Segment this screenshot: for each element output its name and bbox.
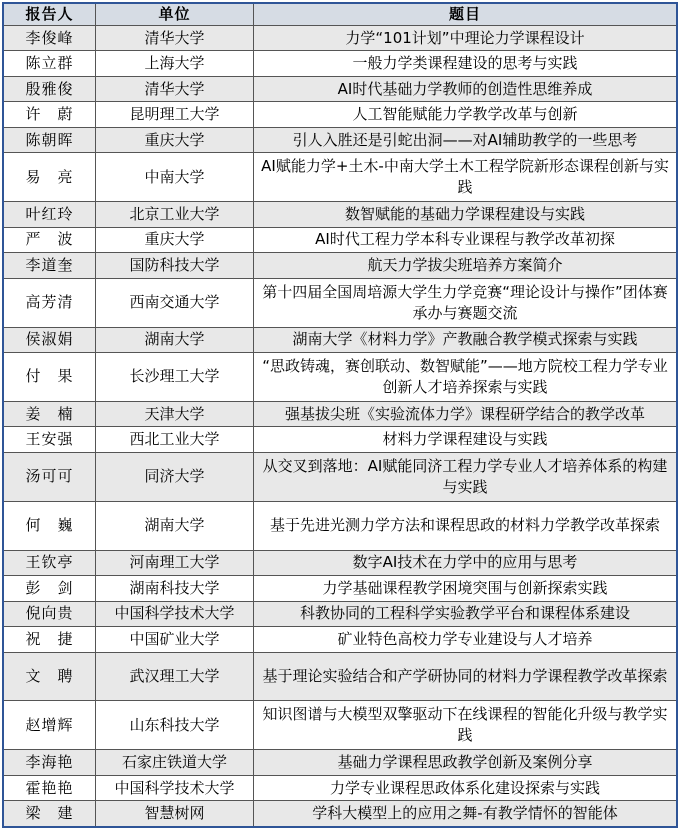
institution-cell: 河南理工大学	[96, 550, 254, 575]
topic-cell: 力学专业课程思政体系化建设探索与实践	[254, 775, 677, 800]
topic-cell: 基于理论实验结合和产学研协同的材料力学课程教学改革探索	[254, 652, 677, 701]
speaker-cell: 易 亮	[4, 153, 96, 202]
table-row	[4, 627, 677, 652]
speaker-cell: 侯淑娟	[4, 327, 96, 352]
speaker-cell: 姜 楠	[4, 401, 96, 426]
topic-cell: 基于先进光测力学方法和课程思政的材料力学教学改革探索	[254, 501, 677, 550]
speaker-cell: 付 果	[4, 353, 96, 402]
institution-cell: 智慧树网	[96, 801, 254, 827]
institution-cell: 山东科技大学	[96, 701, 254, 750]
topic-cell: 从交叉到落地：AI赋能同济工程力学专业人才培养体系的构建与实践	[254, 452, 677, 501]
speaker-cell: 倪向贵	[4, 601, 96, 626]
topic-cell: 学科大模型上的应用之舞-有教学情怀的智能体	[254, 801, 677, 827]
table-row	[4, 775, 677, 800]
table-row	[4, 401, 677, 426]
topic-cell: 科教协同的工程科学实验教学平台和课程体系建设	[254, 601, 677, 626]
institution-cell: 中国科学技术大学	[96, 775, 254, 800]
topic-cell: “思政铸魂，赛创联动、数智赋能”——地方院校工程力学专业创新人才培养探索与实践	[254, 353, 677, 402]
institution-cell: 湖南大学	[96, 501, 254, 550]
table-row	[4, 127, 677, 152]
speaker-cell: 霍艳艳	[4, 775, 96, 800]
institution-cell: 中国科学技术大学	[96, 601, 254, 626]
table-row	[4, 427, 677, 452]
table-row	[4, 501, 677, 550]
header-topic: 题目	[254, 4, 677, 26]
institution-cell: 清华大学	[96, 26, 254, 51]
table-row	[4, 153, 677, 202]
speaker-cell: 祝 捷	[4, 627, 96, 652]
speaker-cell: 许 蔚	[4, 102, 96, 127]
table-row	[4, 253, 677, 278]
topic-cell: AI时代基础力学教师的创造性思维养成	[254, 76, 677, 101]
institution-cell: 昆明理工大学	[96, 102, 254, 127]
speaker-cell: 陈立群	[4, 51, 96, 76]
speaker-cell: 王安强	[4, 427, 96, 452]
table-row	[4, 51, 677, 76]
institution-cell: 重庆大学	[96, 227, 254, 252]
table-row	[4, 601, 677, 626]
table-row	[4, 652, 677, 701]
speaker-cell: 严 波	[4, 227, 96, 252]
speaker-cell: 彭 剑	[4, 576, 96, 601]
institution-cell: 重庆大学	[96, 127, 254, 152]
table-row	[4, 353, 677, 402]
institution-cell: 西南交通大学	[96, 278, 254, 327]
topic-cell: 航天力学拔尖班培养方案简介	[254, 253, 677, 278]
institution-cell: 中南大学	[96, 153, 254, 202]
institution-cell: 天津大学	[96, 401, 254, 426]
topic-cell: 力学“101计划”中理论力学课程设计	[254, 26, 677, 51]
topic-cell: AI时代工程力学本科专业课程与教学改革初探	[254, 227, 677, 252]
header-speaker: 报告人	[4, 4, 96, 26]
speaker-cell: 文 聘	[4, 652, 96, 701]
speaker-cell: 王钦亭	[4, 550, 96, 575]
table-row	[4, 327, 677, 352]
table-row	[4, 278, 677, 327]
speaker-cell: 何 巍	[4, 501, 96, 550]
table-row	[4, 750, 677, 775]
topic-cell: 矿业特色高校力学专业建设与人才培养	[254, 627, 677, 652]
topic-cell: 基础力学课程思政教学创新及案例分享	[254, 750, 677, 775]
table-row	[4, 701, 677, 750]
topic-cell: 知识图谱与大模型双擎驱动下在线课程的智能化升级与教学实践	[254, 701, 677, 750]
table-row	[4, 227, 677, 252]
institution-cell: 湖南大学	[96, 327, 254, 352]
table-row	[4, 550, 677, 575]
institution-cell: 国防科技大学	[96, 253, 254, 278]
table-row	[4, 102, 677, 127]
speaker-cell: 李俊峰	[4, 26, 96, 51]
topic-cell: 力学基础课程教学困境突围与创新探索实践	[254, 576, 677, 601]
topic-cell: 材料力学课程建设与实践	[254, 427, 677, 452]
speaker-schedule-table	[3, 3, 677, 827]
topic-cell: 第十四届全国周培源大学生力学竞赛“理论设计与操作”团体赛承办与赛题交流	[254, 278, 677, 327]
speaker-cell: 梁 建	[4, 801, 96, 827]
speaker-cell: 李道奎	[4, 253, 96, 278]
topic-cell: AI赋能力学+土木-中南大学土木工程学院新形态课程创新与实践	[254, 153, 677, 202]
speaker-cell: 汤可可	[4, 452, 96, 501]
table-row	[4, 26, 677, 51]
speaker-cell: 陈朝晖	[4, 127, 96, 152]
topic-cell: 湖南大学《材料力学》产教融合教学模式探索与实践	[254, 327, 677, 352]
speaker-cell: 高芳清	[4, 278, 96, 327]
speaker-cell: 殷雅俊	[4, 76, 96, 101]
topic-cell: 强基拔尖班《实验流体力学》课程研学结合的教学改革	[254, 401, 677, 426]
topic-cell: 人工智能赋能力学教学改革与创新	[254, 102, 677, 127]
speaker-cell: 赵增辉	[4, 701, 96, 750]
institution-cell: 上海大学	[96, 51, 254, 76]
topic-cell: 数智赋能的基础力学课程建设与实践	[254, 202, 677, 227]
table-header-row	[4, 4, 677, 26]
institution-cell: 中国矿业大学	[96, 627, 254, 652]
table-row	[4, 76, 677, 101]
header-institution: 单位	[96, 4, 254, 26]
institution-cell: 同济大学	[96, 452, 254, 501]
institution-cell: 武汉理工大学	[96, 652, 254, 701]
table-row	[4, 801, 677, 827]
institution-cell: 北京工业大学	[96, 202, 254, 227]
institution-cell: 湖南科技大学	[96, 576, 254, 601]
institution-cell: 西北工业大学	[96, 427, 254, 452]
topic-cell: 一般力学类课程建设的思考与实践	[254, 51, 677, 76]
table-row	[4, 452, 677, 501]
speaker-cell: 李海艳	[4, 750, 96, 775]
institution-cell: 石家庄铁道大学	[96, 750, 254, 775]
institution-cell: 长沙理工大学	[96, 353, 254, 402]
table-row	[4, 202, 677, 227]
topic-cell: 引人入胜还是引蛇出洞——对AI辅助教学的一些思考	[254, 127, 677, 152]
topic-cell: 数字AI技术在力学中的应用与思考	[254, 550, 677, 575]
table-row	[4, 576, 677, 601]
speaker-cell: 叶红玲	[4, 202, 96, 227]
institution-cell: 清华大学	[96, 76, 254, 101]
